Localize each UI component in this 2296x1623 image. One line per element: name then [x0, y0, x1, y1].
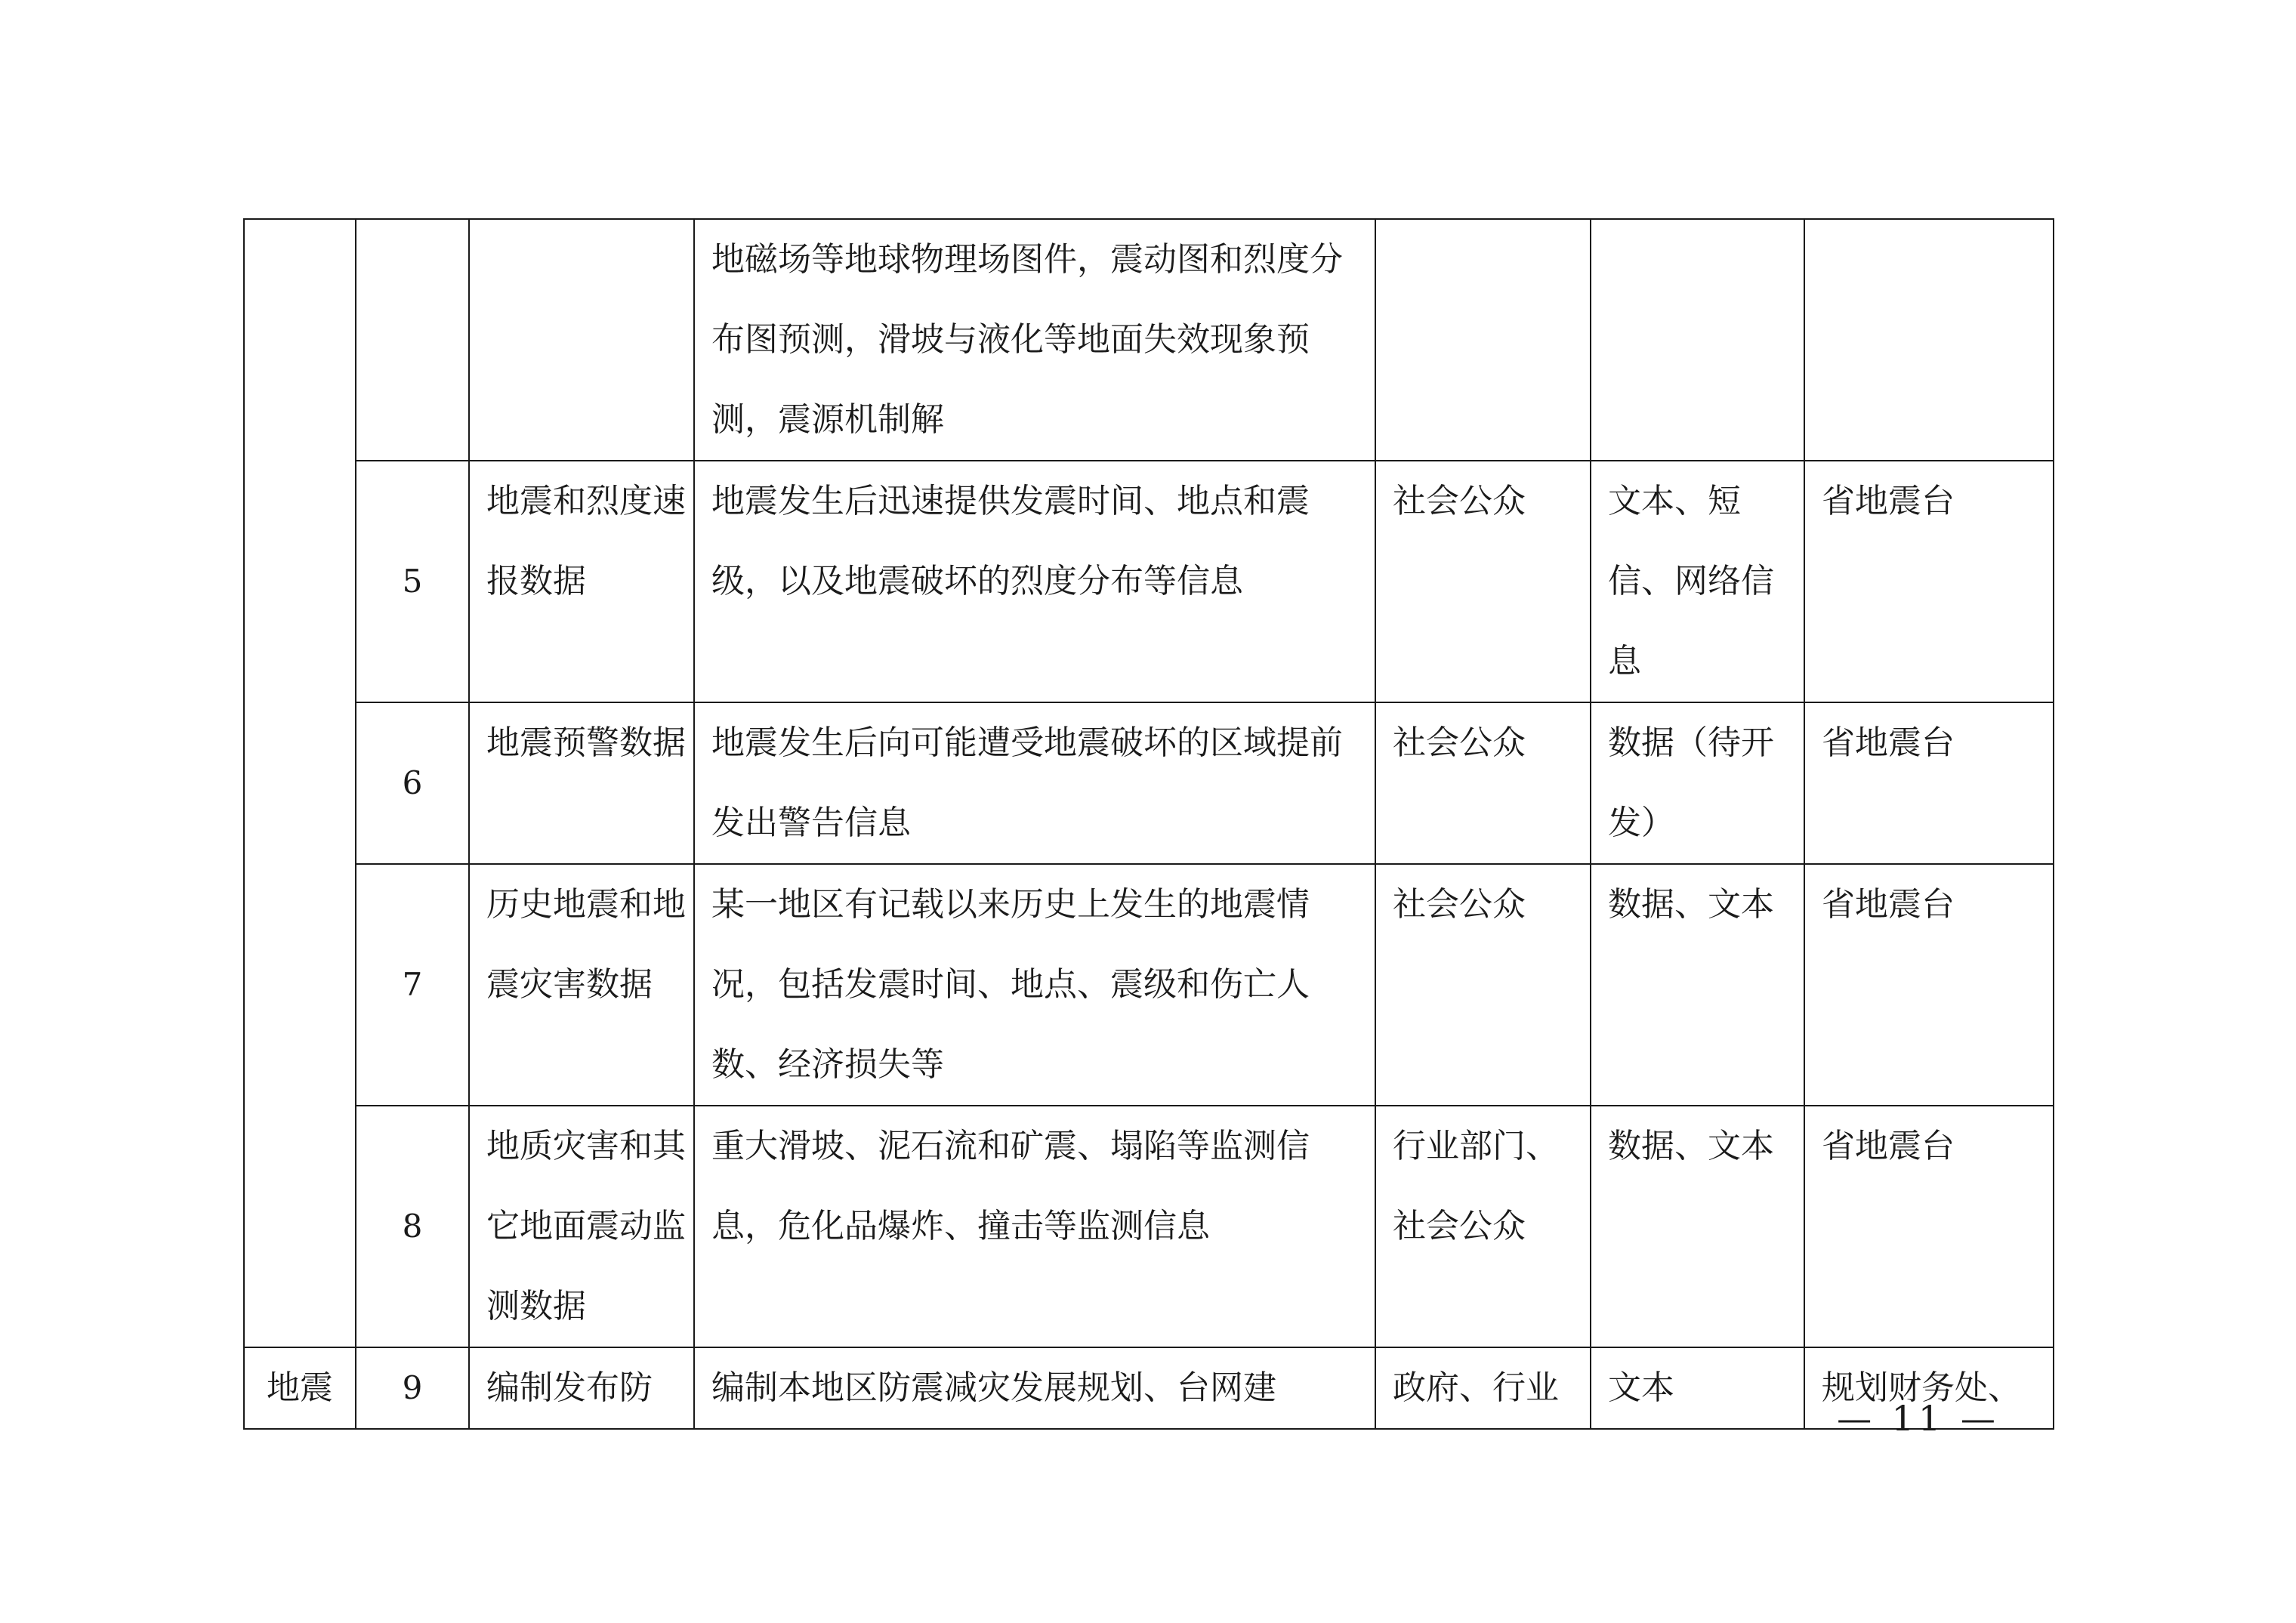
- department-cell: [1804, 219, 2054, 461]
- department-cell: 省地震台: [1804, 702, 2054, 864]
- content-cell: 编制本地区防震减灾发展规划、台网建: [694, 1347, 1375, 1429]
- content-cell: 地磁场等地球物理场图件，震动图和烈度分布图预测，滑坡与液化等地面失效现象预测，震源机制解: [694, 219, 1375, 461]
- table-row: [244, 1106, 2054, 1347]
- name-cell: [469, 219, 694, 461]
- table-row: [244, 864, 2054, 1106]
- number-cell: 9: [356, 1347, 469, 1429]
- number-cell: 7: [356, 864, 469, 1106]
- number-cell: 6: [356, 702, 469, 864]
- table-row: [244, 1347, 2054, 1429]
- name-cell: 编制发布防: [469, 1347, 694, 1429]
- name-cell: 地质灾害和其它地面震动监测数据: [469, 1106, 694, 1347]
- format-cell: 文本、短信、网络信息: [1591, 461, 1804, 702]
- audience-cell: 政府、行业: [1375, 1347, 1591, 1429]
- number-cell: 5: [356, 461, 469, 702]
- content-cell: 某一地区有记载以来历史上发生的地震情况，包括发震时间、地点、震级和伤亡人数、经济损失等: [694, 864, 1375, 1106]
- category-cell: [244, 702, 356, 864]
- category-cell: [244, 864, 356, 1106]
- format-cell: 数据、文本: [1591, 864, 1804, 1106]
- data-catalog-table: [243, 218, 2054, 1430]
- format-cell: [1591, 219, 1804, 461]
- table-row: [244, 461, 2054, 702]
- category-cell: [244, 461, 356, 702]
- audience-cell: 行业部门、社会公众: [1375, 1106, 1591, 1347]
- category-cell: [244, 219, 356, 461]
- name-cell: 历史地震和地震灾害数据: [469, 864, 694, 1106]
- name-cell: 地震和烈度速报数据: [469, 461, 694, 702]
- table-row: [244, 702, 2054, 864]
- number-cell: [356, 219, 469, 461]
- audience-cell: 社会公众: [1375, 864, 1591, 1106]
- format-cell: 文本: [1591, 1347, 1804, 1429]
- department-cell: 省地震台: [1804, 1106, 2054, 1347]
- department-cell: 省地震台: [1804, 864, 2054, 1106]
- format-cell: 数据、文本: [1591, 1106, 1804, 1347]
- audience-cell: 社会公众: [1375, 461, 1591, 702]
- format-cell: 数据（待开发）: [1591, 702, 1804, 864]
- page-number: — 11 —: [1837, 1398, 2000, 1439]
- audience-cell: 社会公众: [1375, 702, 1591, 864]
- audience-cell: [1375, 219, 1591, 461]
- content-cell: 重大滑坡、泥石流和矿震、塌陷等监测信息，危化品爆炸、撞击等监测信息: [694, 1106, 1375, 1347]
- content-cell: 地震发生后迅速提供发震时间、地点和震级，以及地震破坏的烈度分布等信息: [694, 461, 1375, 702]
- category-cell: 地震: [244, 1347, 356, 1429]
- table-row: [244, 219, 2054, 461]
- number-cell: 8: [356, 1106, 469, 1347]
- content-cell: 地震发生后向可能遭受地震破坏的区域提前发出警告信息: [694, 702, 1375, 864]
- name-cell: 地震预警数据: [469, 702, 694, 864]
- department-cell: 省地震台: [1804, 461, 2054, 702]
- department-cell: 规划财务处、: [1804, 1347, 2054, 1429]
- category-cell: [244, 1106, 356, 1347]
